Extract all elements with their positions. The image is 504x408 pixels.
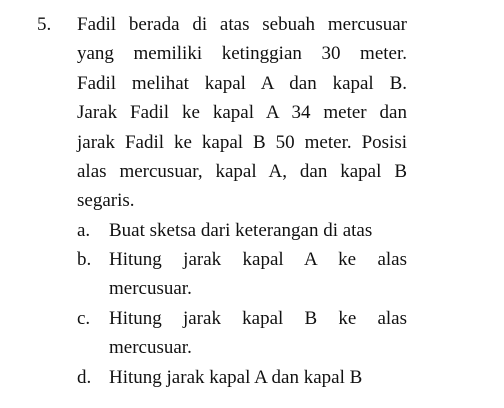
statement-line: yang memiliki ketinggian 30 meter.: [77, 43, 407, 65]
statement-line: segaris.: [77, 190, 135, 212]
problem-number: 5.: [37, 14, 52, 35]
subquestion-b: [77, 245, 407, 304]
statement-line: Fadil melihat kapal A dan kapal B.: [77, 72, 407, 94]
statement-line: Fadil berada di atas sebuah mercusuar: [77, 14, 407, 35]
subquestion-text: mercusuar.: [109, 278, 192, 300]
subquestion-label: a.: [77, 220, 91, 241]
subquestion-label: b.: [77, 249, 92, 270]
subquestion-d: [77, 363, 407, 392]
subquestion-text: mercusuar.: [109, 337, 192, 359]
subquestion-label: d.: [77, 367, 92, 388]
subquestion-text: Hitung jarak kapal B ke alas: [109, 308, 407, 329]
statement-line: alas mercusuar, kapal A, dan kapal B: [77, 160, 407, 182]
subquestion-label: c.: [77, 308, 91, 329]
subquestion-text: Hitung jarak kapal A dan kapal B: [109, 367, 363, 388]
statement-line: Jarak Fadil ke kapal A 34 meter dan: [77, 102, 407, 124]
subquestion-text: Hitung jarak kapal A ke alas: [109, 249, 407, 270]
subquestion-a: [77, 216, 407, 245]
statement-line: jarak Fadil ke kapal B 50 meter. Posisi: [77, 131, 407, 153]
subquestion-c: [77, 304, 407, 363]
problem-statement: [77, 10, 407, 216]
subquestion-text: Buat sketsa dari keterangan di atas: [109, 220, 373, 241]
